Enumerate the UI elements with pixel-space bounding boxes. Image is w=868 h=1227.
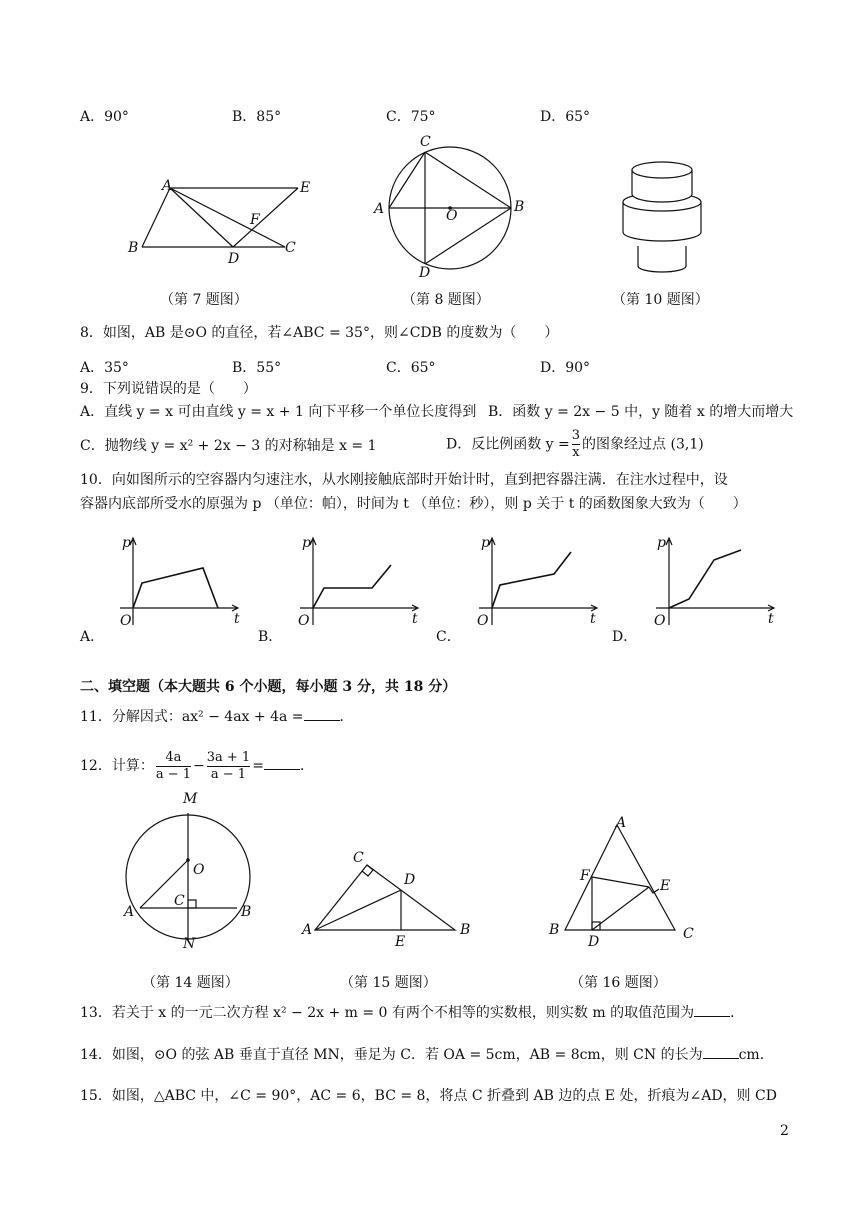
graph-a — [115, 535, 245, 635]
graph-a-t: t — [234, 611, 240, 627]
q9-option-a: A．直线 y = x 可由直线 y = x + 1 向下平移一个单位长度得到 — [80, 404, 477, 420]
graph-c-o: O — [477, 613, 489, 629]
q9-option-d: D．反比例函数 y = $\frac{3}{x}$ 的图象经过点 (3,1) — [446, 428, 704, 460]
fig15-caption: （第 15 题图） — [340, 975, 437, 991]
graph-b — [295, 535, 425, 635]
graph-c-p: p — [481, 535, 490, 551]
graph-d-t: t — [768, 611, 774, 627]
answer-blank — [694, 1004, 730, 1017]
graph-d — [651, 535, 781, 635]
fig14-label-m: M — [183, 791, 198, 807]
fig8-label-c: C — [420, 134, 431, 150]
section-2-title: 二、填空题（本大题共 6 个小题，每小题 3 分，共 18 分） — [80, 679, 457, 695]
q8-option-d: D．90° — [540, 360, 591, 376]
q7-option-a: A．90° — [80, 109, 129, 125]
graph-b-t: t — [412, 611, 418, 627]
q10-option-b: B． — [258, 629, 283, 645]
fig7-label-b: B — [128, 240, 139, 256]
q10-line2: 容器内底部所受水的原强为 p （单位：帕），时间为 t （单位：秒），则 p 关于 t 的函数图象大致为（ ） — [80, 496, 747, 512]
fig15-label-a: A — [302, 922, 313, 938]
fig7-label-e: E — [300, 180, 311, 196]
q10-line1: 10．向如图所示的空容器内匀速注水，从水刚接触底部时开始计时，直到把容器注满．在注水过程中，设 — [80, 472, 728, 488]
fig14-label-n: N — [183, 936, 196, 952]
q12: 12．计算： $\frac{4a}{a - 1}$ − $\frac{3a + 1}{a - 1}$ = ． — [80, 749, 314, 782]
fig16-label-d: D — [588, 934, 600, 950]
answer-blank — [304, 708, 340, 721]
graph-b-o: O — [298, 613, 310, 629]
graph-a-o: O — [120, 613, 132, 629]
graph-a-p: p — [122, 535, 131, 551]
q9-option-c: C．抛物线 y = x² + 2x − 3 的对称轴是 x = 1 — [80, 438, 377, 454]
page-number: 2 — [780, 1123, 789, 1139]
graph-d-p: p — [657, 535, 666, 551]
fig15-label-c: C — [353, 850, 364, 866]
fig10-caption: （第 10 题图） — [612, 292, 709, 308]
fig14-label-a: A — [124, 904, 135, 920]
q10-option-a: A． — [80, 629, 105, 645]
answer-blank — [703, 1046, 739, 1059]
q7-option-c: C．75° — [386, 109, 436, 125]
fig14-label-b: B — [241, 904, 252, 920]
fig8-label-d: D — [419, 265, 431, 281]
graph-c-t: t — [590, 611, 596, 627]
graph-d-o: O — [654, 613, 666, 629]
fig16-label-f: F — [580, 868, 590, 884]
fig15-label-b: B — [460, 922, 471, 938]
fraction: $\frac{3}{x}$ — [571, 428, 581, 460]
answer-blank — [264, 757, 300, 770]
fig7-label-a: A — [162, 178, 173, 194]
q15: 15．如图，△ABC 中，∠C = 90°，AC = 6，BC = 8，将点 C 折叠到 AB 边的点 E 处，折痕为∠AD，则 CD — [80, 1088, 777, 1104]
graph-b-p: p — [302, 535, 311, 551]
fig7-caption: （第 7 题图） — [160, 292, 248, 308]
figure-10-container — [612, 150, 712, 270]
q8-question: 8．如图，AB 是⊙O 的直径，若∠ABC = 35°，则∠CDB 的度数为（ ） — [80, 325, 559, 341]
fig16-label-b: B — [549, 922, 560, 938]
fig16-label-c: C — [683, 926, 694, 942]
fig8-label-o: O — [446, 208, 458, 224]
q11: 11．分解因式：ax² − 4ax + 4a = ． — [80, 709, 354, 725]
fig8-label-a: A — [374, 201, 385, 217]
q9-question: 9．下列说错误的是（ ） — [80, 381, 257, 397]
q10-option-d: D． — [612, 629, 638, 645]
q8-option-a: A．35° — [80, 360, 129, 376]
fig16-label-e: E — [660, 878, 671, 894]
q10-option-c: C． — [436, 629, 461, 645]
figure-7 — [130, 180, 330, 290]
q9-option-b: B．函数 y = 2x − 5 中，y 随着 x 的增大而增大 — [488, 404, 794, 420]
fig16-label-a: A — [616, 815, 627, 831]
q14: 14．如图，⊙O 的弦 AB 垂直于直径 MN，垂足为 C．若 OA = 5cm，AB = 8cm，则 CN 的长为 cm． — [80, 1047, 774, 1063]
fig15-label-e: E — [395, 934, 406, 950]
graph-c — [474, 535, 604, 635]
q7-option-d: D．65° — [540, 109, 591, 125]
q8-option-c: C．65° — [386, 360, 436, 376]
fig16-caption: （第 16 题图） — [570, 975, 667, 991]
fig8-label-b: B — [514, 199, 525, 215]
fig14-label-c: C — [174, 893, 185, 909]
fig7-label-c: C — [285, 240, 296, 256]
fig8-caption: （第 8 题图） — [402, 292, 490, 308]
q7-option-b: B．85° — [232, 109, 282, 125]
fig14-label-o: O — [193, 862, 205, 878]
figure-8 — [380, 136, 560, 286]
fig7-label-f: F — [250, 212, 260, 228]
q13: 13．若关于 x 的一元二次方程 x² − 2x + m = 0 有两个不相等的实数根，则实数 m 的取值范围为 ． — [80, 1005, 745, 1021]
fig15-label-d: D — [404, 872, 416, 888]
q8-option-b: B．55° — [232, 360, 282, 376]
fig14-caption: （第 14 题图） — [142, 975, 239, 991]
fig7-label-d: D — [228, 251, 240, 267]
